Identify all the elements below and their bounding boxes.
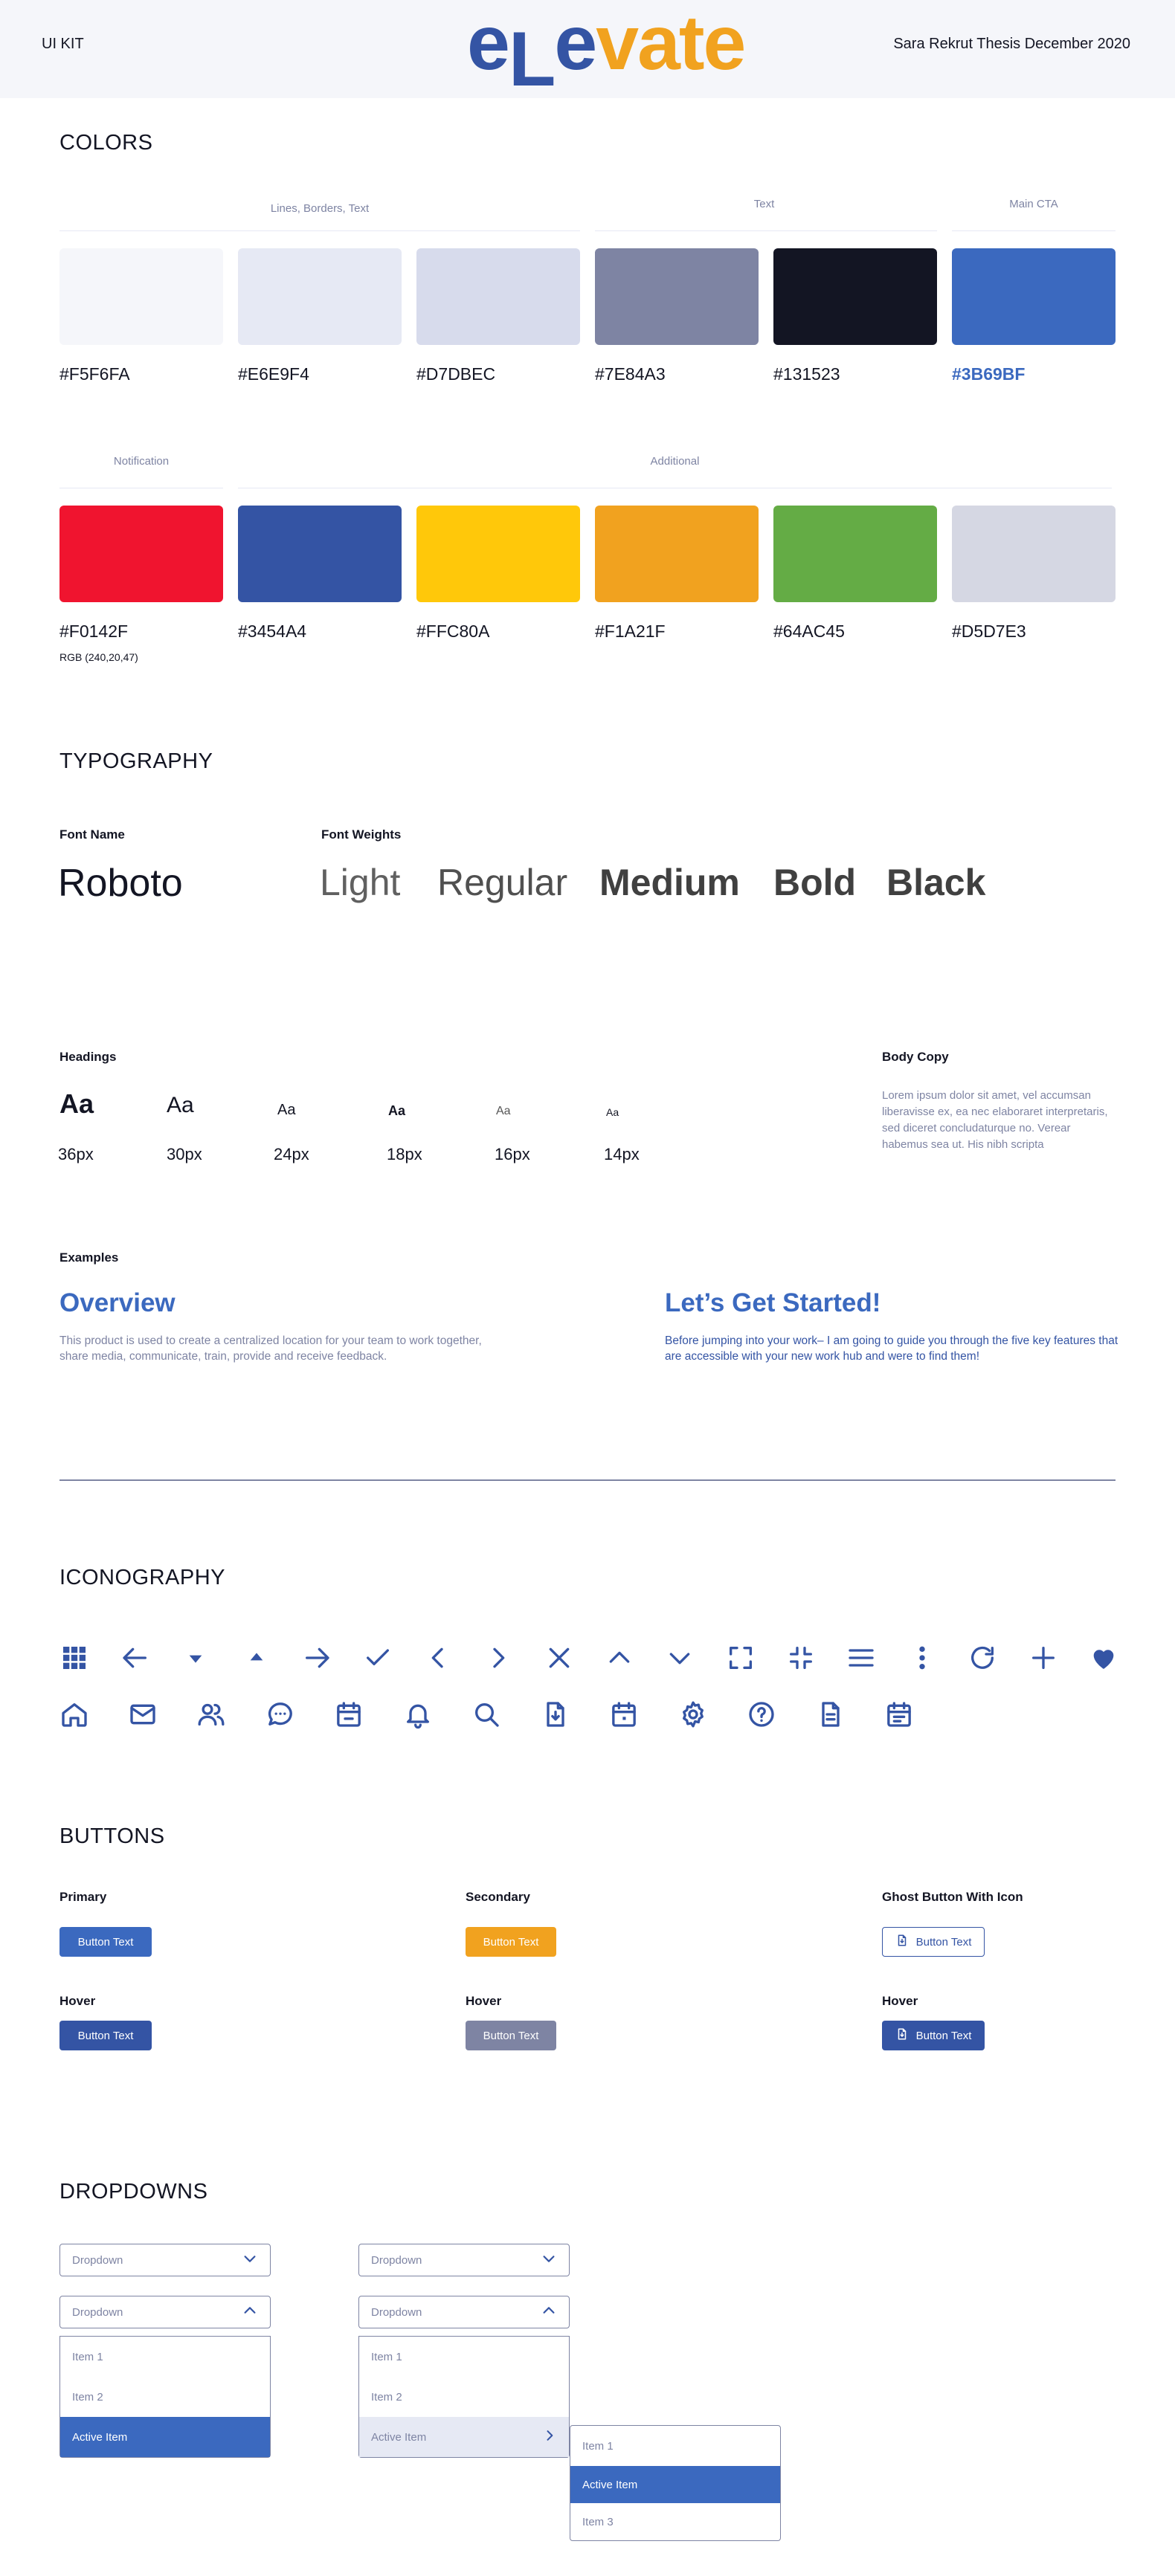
example-overview-text: This product is used to create a centralized location for your team to work together, share media, communicate, train, provide and receive feedback.	[59, 1334, 482, 1363]
examples-label: Examples	[59, 1250, 119, 1265]
menu-item-active[interactable]: Active Item	[60, 2417, 270, 2457]
typography-title: TYPOGRAPHY	[59, 749, 213, 773]
heading-size-30: 30px	[167, 1145, 202, 1163]
example-started-title: Let’s Get Started!	[665, 1288, 881, 1317]
dropdown-open[interactable]	[358, 2296, 570, 2328]
color-hex-label: #64AC45	[773, 622, 845, 641]
color-hex-label: #F0142F	[59, 622, 129, 641]
color-swatch	[595, 248, 759, 345]
submenu	[570, 2425, 781, 2541]
color-swatch	[773, 248, 937, 345]
bell-icon	[403, 1699, 433, 1729]
heading-sample-30: Aa	[167, 1093, 194, 1117]
grid-icon	[59, 1643, 89, 1673]
arrow-left-icon	[120, 1643, 150, 1673]
weight-light: Light	[320, 862, 401, 903]
refresh-icon	[968, 1643, 997, 1673]
chevron-down-icon	[665, 1643, 695, 1673]
example-started-text: Before jumping into your work– I am going to guide you through the five key features that are accessible with your new work hub and were to find them!	[665, 1334, 1118, 1363]
heading-size-18: 18px	[387, 1145, 422, 1163]
primary-label: Primary	[59, 1890, 107, 1904]
menu-item[interactable]: Item 2	[371, 2390, 402, 2404]
chevron-right-icon	[542, 2428, 557, 2446]
chevron-up-icon	[242, 2302, 258, 2322]
ui-kit-label: UI KIT	[42, 36, 84, 52]
color-swatch	[238, 506, 402, 602]
color-swatch	[595, 506, 759, 602]
caret-up-icon	[242, 1643, 271, 1673]
dropdown-value: Dropdown	[72, 2305, 123, 2319]
color-hex-label: #D5D7E3	[952, 622, 1026, 641]
dropdown-value: Dropdown	[371, 2253, 422, 2267]
users-icon	[196, 1699, 226, 1729]
color-hex-label: #D7DBEC	[416, 364, 496, 384]
elevate-logo: eLevate	[467, 0, 745, 103]
weight-medium: Medium	[599, 862, 740, 903]
thesis-label: Sara Rekrut Thesis December 2020	[893, 36, 1130, 52]
heading-sample-36: Aa	[59, 1088, 94, 1119]
mail-icon	[128, 1699, 158, 1729]
color-hex-label: #E6E9F4	[238, 364, 309, 384]
ghost-button[interactable]	[882, 1927, 985, 1957]
color-hex-label: #3B69BF	[952, 364, 1026, 384]
hover-label: Hover	[59, 1994, 96, 2008]
expand-icon	[726, 1643, 756, 1673]
heading-sample-16: Aa	[496, 1105, 511, 1117]
calendar-list-icon	[884, 1699, 914, 1729]
dropdown-value: Dropdown	[72, 2253, 123, 2267]
chevron-up-icon	[605, 1643, 634, 1673]
color-swatch	[59, 248, 223, 345]
group-label-additional: Additional	[650, 455, 700, 468]
dropdown-closed[interactable]	[59, 2244, 271, 2276]
arrow-right-icon	[302, 1643, 332, 1673]
group-label-text: Text	[753, 198, 775, 210]
hover-label: Hover	[466, 1994, 502, 2008]
group-label-cta: Main CTA	[1009, 198, 1058, 210]
rgb-note: RGB (240,20,47)	[59, 651, 138, 663]
file-download-icon	[895, 2027, 909, 2044]
caret-down-icon	[181, 1643, 210, 1673]
menu-item[interactable]: Item 1	[72, 2350, 103, 2363]
dropdown-menu	[358, 2336, 570, 2458]
group-label-lines: Lines, Borders, Text	[270, 202, 370, 215]
heading-sample-24: Aa	[277, 1102, 296, 1118]
secondary-button[interactable]	[466, 1927, 556, 1957]
document-icon	[816, 1699, 846, 1729]
weight-bold: Bold	[773, 862, 857, 903]
body-copy-label: Body Copy	[882, 1050, 949, 1064]
heading-sample-18: Aa	[388, 1103, 406, 1118]
group-divider	[59, 230, 580, 231]
color-swatch	[416, 506, 580, 602]
color-hex-label: #3454A4	[238, 622, 307, 641]
primary-button[interactable]	[59, 1927, 152, 1957]
collapse-icon	[786, 1643, 816, 1673]
menu-item-submenu[interactable]	[359, 2417, 569, 2457]
color-swatch	[773, 506, 937, 602]
body-copy-sample: Lorem ipsum dolor sit amet, vel accumsan liberavisse ex, ea nec elaboraret interpretaris, sed diceret concludaturque no. Verear habemus sea ut. His nibh scripta	[882, 1089, 1108, 1151]
section-divider	[59, 1479, 1116, 1481]
heading-sample-14: Aa	[606, 1106, 619, 1118]
plus-icon	[1028, 1643, 1058, 1673]
menu-item[interactable]: Item 1	[582, 2439, 614, 2453]
menu-item[interactable]: Item 1	[371, 2350, 402, 2363]
font-name-label: Font Name	[59, 827, 125, 842]
font-name-sample: Roboto	[58, 862, 183, 905]
button-label: Button Text	[483, 2029, 539, 2042]
secondary-button-hover[interactable]	[466, 2021, 556, 2050]
search-icon	[471, 1699, 501, 1729]
dropdown-open[interactable]	[59, 2296, 271, 2328]
calendar-minus-icon	[334, 1699, 364, 1729]
chevron-left-icon	[423, 1643, 453, 1673]
chevron-down-icon	[541, 2250, 557, 2270]
ghost-label: Ghost Button With Icon	[882, 1890, 1023, 1904]
chat-icon	[265, 1699, 295, 1729]
heading-size-36: 36px	[58, 1145, 94, 1163]
chevron-down-icon	[242, 2250, 258, 2270]
heading-size-14: 14px	[604, 1145, 640, 1163]
menu-item[interactable]: Item 3	[582, 2515, 614, 2528]
dropdown-value: Dropdown	[371, 2305, 422, 2319]
file-download-icon	[895, 1934, 909, 1950]
example-overview-title: Overview	[59, 1288, 176, 1317]
primary-button-hover[interactable]	[59, 2021, 152, 2050]
hover-label: Hover	[882, 1994, 918, 2008]
file-download-icon	[541, 1699, 570, 1729]
headings-label: Headings	[59, 1050, 117, 1064]
heading-size-24: 24px	[274, 1145, 309, 1163]
iconography-title: ICONOGRAPHY	[59, 1566, 226, 1589]
dropdown-closed[interactable]	[358, 2244, 570, 2276]
help-icon	[747, 1699, 776, 1729]
color-swatch	[59, 506, 223, 602]
weight-regular: Regular	[437, 862, 568, 903]
color-swatch	[952, 248, 1116, 345]
menu-item[interactable]: Item 2	[72, 2390, 103, 2404]
color-swatch	[416, 248, 580, 345]
color-hex-label: #7E84A3	[595, 364, 666, 384]
group-divider	[595, 230, 937, 231]
buttons-title: BUTTONS	[59, 1824, 165, 1848]
secondary-label: Secondary	[466, 1890, 530, 1904]
heart-icon	[1089, 1643, 1118, 1673]
calendar-icon	[609, 1699, 639, 1729]
check-icon	[363, 1643, 393, 1673]
menu-item-label: Active Item	[371, 2430, 427, 2444]
more-vertical-icon	[907, 1643, 937, 1673]
close-icon	[544, 1643, 574, 1673]
menu-icon	[846, 1643, 876, 1673]
button-label: Button Text	[77, 2029, 134, 2042]
color-swatch	[238, 248, 402, 345]
color-hex-label: #F1A21F	[595, 622, 666, 641]
group-label-notification: Notification	[113, 455, 170, 468]
button-label: Button Text	[915, 2029, 972, 2042]
heading-size-16: 16px	[495, 1145, 530, 1163]
colors-title: COLORS	[59, 131, 153, 155]
group-divider	[952, 230, 1116, 231]
button-label: Button Text	[483, 1935, 539, 1949]
chevron-right-icon	[483, 1643, 513, 1673]
gear-icon	[678, 1699, 708, 1729]
color-hex-label: #131523	[773, 364, 840, 384]
dropdowns-title: DROPDOWNS	[59, 2180, 208, 2204]
chevron-up-icon	[541, 2302, 557, 2322]
menu-item-active[interactable]: Active Item	[570, 2466, 780, 2503]
button-label: Button Text	[915, 1935, 972, 1949]
weight-black: Black	[886, 862, 986, 903]
color-hex-label: #FFC80A	[416, 622, 490, 641]
dropdown-menu	[59, 2336, 271, 2458]
color-hex-label: #F5F6FA	[59, 364, 130, 384]
color-swatch	[952, 506, 1116, 602]
button-label: Button Text	[77, 1935, 134, 1949]
font-weights-label: Font Weights	[321, 827, 402, 842]
home-icon	[59, 1699, 89, 1729]
ghost-button-hover[interactable]	[882, 2021, 985, 2050]
